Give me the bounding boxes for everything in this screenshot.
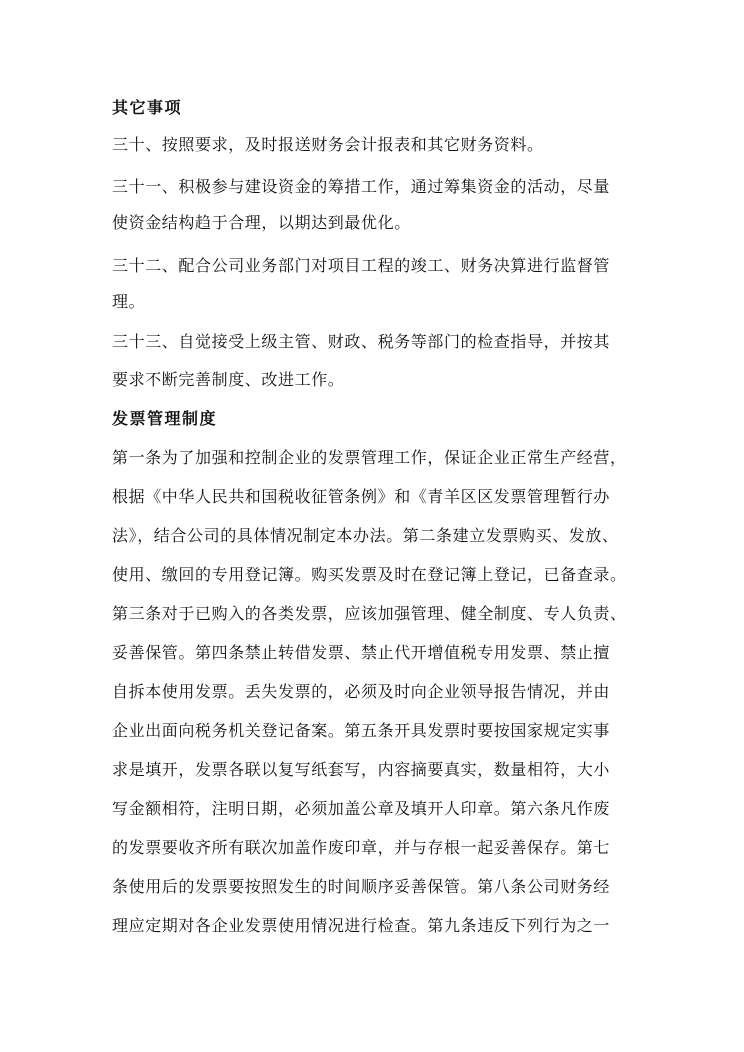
paragraph-line: 理应定期对各企业发票使用情况进行检查。第九条违反下列行为之一	[112, 916, 611, 935]
paragraph-line: 根据《中华人民共和国税收征管条例》和《青羊区区发票管理暂行办	[112, 487, 611, 506]
paragraph-line: 求是填开，发票各联以复写纸套写，内容摘要真实，数量相符，大小	[112, 760, 611, 779]
paragraph-line: 三十三、自觉接受上级主管、财政、税务等部门的检查指导，并按其	[112, 332, 611, 351]
paragraph-line: 写金额相符，注明日期，必须加盖公章及填开人印章。第六条凡作废	[112, 799, 611, 818]
paragraph-line: 妥善保管。第四条禁止转借发票、禁止代开增值税专用发票、禁止擅	[112, 643, 611, 662]
paragraph-line: 三十一、积极参与建设资金的筹措工作，通过筹集资金的活动，尽量	[112, 177, 611, 196]
paragraph-line: 第一条为了加强和控制企业的发票管理工作，保证企业正常生产经营，	[112, 448, 627, 467]
paragraph-line: 使资金结构趋于合理，以期达到最优化。	[112, 213, 411, 232]
paragraph-line: 的发票要收齐所有联次加盖作废印章，并与存根一起妥善保存。第七	[112, 838, 611, 857]
paragraph-line: 要求不断完善制度、改进工作。	[112, 370, 345, 389]
paragraph-line: 条使用后的发票要按照发生的时间顺序妥善保管。第八条公司财务经	[112, 877, 611, 896]
paragraph-line: 第三条对于已购入的各类发票，应该加强管理、健全制度、专人负责、	[112, 604, 627, 623]
paragraph-line: 使用、缴回的专用登记簿。购买发票及时在登记簿上登记，已备查录。	[112, 565, 627, 584]
paragraph-line: 三十、按照要求，及时报送财务会计报表和其它财务资料。	[112, 135, 544, 154]
paragraph-line: 自拆本使用发票。丢失发票的，必须及时向企业领导报告情况，并由	[112, 682, 611, 701]
paragraph-line: 三十二、配合公司业务部门对项目工程的竣工、财务决算进行监督管	[112, 256, 611, 275]
paragraph-line: 企业出面向税务机关登记备案。第五条开具发票时要按国家规定实事	[112, 721, 611, 740]
paragraph-line: 法》，结合公司的具体情况制定本办法。第二条建立发票购买、发放、	[112, 526, 619, 545]
section-heading-other-matters: 其它事项	[112, 98, 183, 117]
section-heading-invoice-management: 发票管理制度	[112, 409, 218, 428]
paragraph-line: 理。	[112, 292, 146, 311]
